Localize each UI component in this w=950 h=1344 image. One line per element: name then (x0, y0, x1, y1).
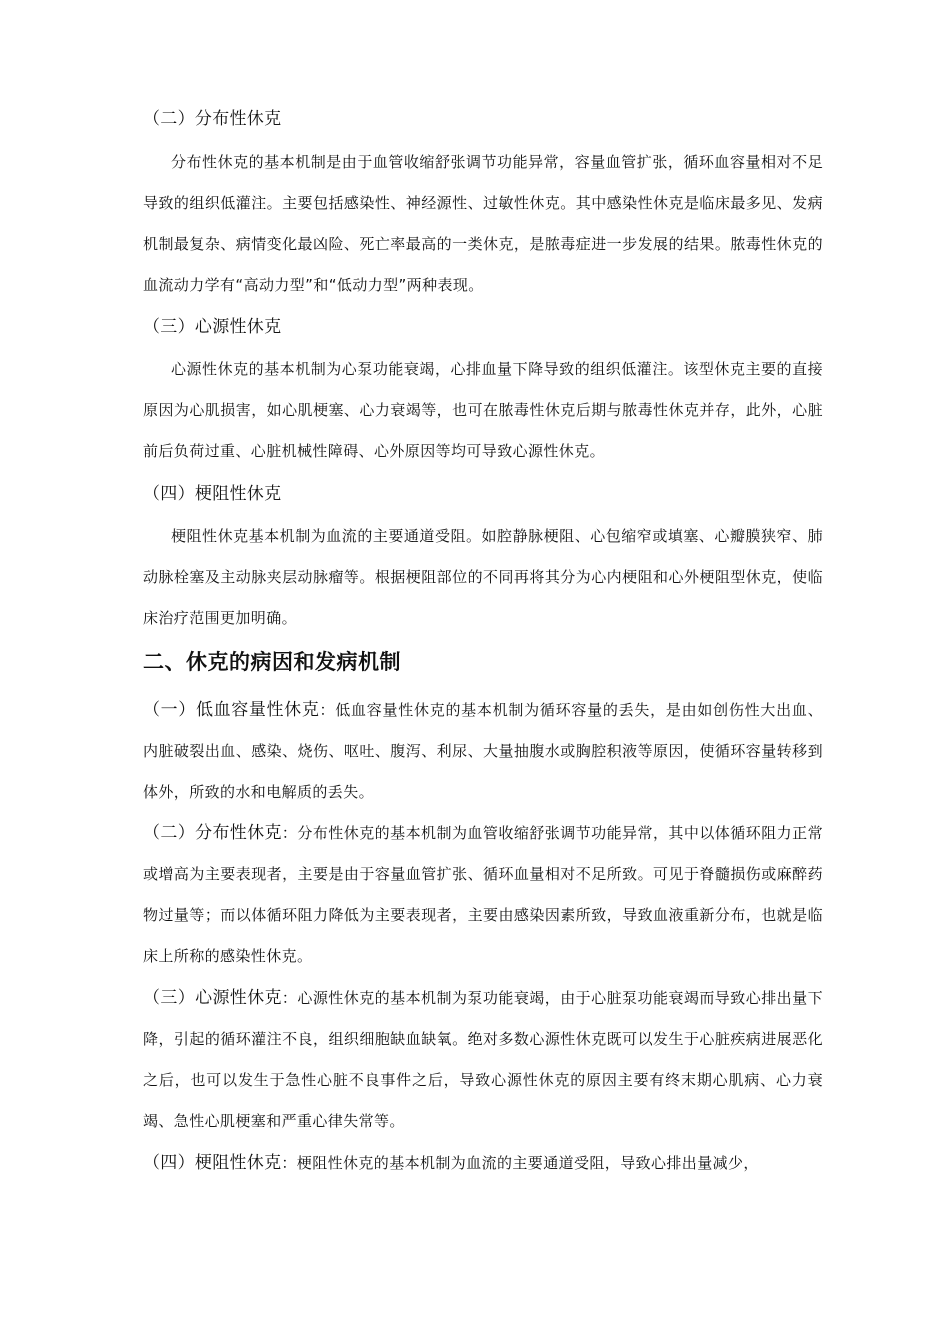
chapter-2-item-obstructive (143, 1143, 823, 1184)
inline-text: ：梗阻性休克的基本机制为血流的主要通道受阻，导致心排出量减少， (281, 1154, 759, 1172)
paragraph: 分布性休克的基本机制是由于血管收缩舒张调节功能异常，容量血管扩张，循环血容量相对不足导致的组织低灌注。主要包括感染性、神经源性、过敏性休克。其中感染性休克是临床最多见、发病机制最复杂、病情变化最凶险、死亡率最高的一类休克，是脓毒症进一步发展的结果。脓毒性休克的血流动力学有“高动力型”和“低动力型”两种表现。 (143, 153, 823, 294)
section-distributive (143, 107, 823, 131)
paragraph (143, 978, 823, 1142)
chapter-title: 二、休克的病因和发病机制 (143, 650, 401, 674)
inline-heading: （四）梗阻性休克 (143, 1153, 282, 1173)
section-heading: （四）梗阻性休克 (143, 484, 282, 504)
chapter-2-item-cardiogenic (143, 978, 823, 1142)
section-heading: （三）心源性休克 (143, 317, 282, 337)
section-cardiogenic-body (143, 349, 823, 472)
section-obstructive-body (143, 516, 823, 639)
paragraph: 心源性休克的基本机制为心泵功能衰竭，心排血量下降导致的组织低灌注。该型休克主要的直接原因为心肌损害，如心肌梗塞、心力衰竭等，也可在脓毒性休克后期与脓毒性休克并存，此外，心脏前后负荷过重、心脏机械性障碍、心外原因等均可导致心源性休克。 (143, 360, 823, 460)
inline-text: ：分布性休克的基本机制为血管收缩舒张调节功能异常，其中以体循环阻力正常或增高为主要表现者，主要是由于容量血管扩张、循环血量相对不足所致。可见于脊髓损伤或麻醉药物过量等；而以体循环阻力降低为主要表现者，主要由感染因素所致，导致血液重新分布，也就是临床上所称的感染性休克。 (143, 824, 823, 965)
section-distributive-body (143, 142, 823, 306)
inline-text: ：心源性休克的基本机制为泵功能衰竭，由于心脏泵功能衰竭而导致心排出量下降，引起的循环灌注不良，组织细胞缺血缺氧。绝对多数心源性休克既可以发生于心脏疾病进展恶化之后，也可以发生于急性心脏不良事件之后，导致心源性休克的原因主要有终末期心肌病、心力衰竭、急性心肌梗塞和严重心律失常等。 (143, 989, 823, 1130)
inline-heading: （一）低血容量性休克 (143, 700, 320, 720)
paragraph (143, 690, 823, 813)
section-cardiogenic (143, 315, 823, 339)
paragraph (143, 813, 823, 977)
section-heading: （二）分布性休克 (143, 109, 282, 129)
paragraph: 梗阻性休克基本机制为血流的主要通道受阻。如腔静脉梗阻、心包缩窄或填塞、心瓣膜狭窄、肺动脉栓塞及主动脉夹层动脉瘤等。根据梗阻部位的不同再将其分为心内梗阻和心外梗阻型休克，使临床治疗范围更加明确。 (143, 527, 823, 627)
inline-heading: （三）心源性休克 (143, 988, 282, 1008)
chapter-2 (143, 648, 823, 676)
chapter-2-item-hypovolemic (143, 690, 823, 813)
inline-heading: （二）分布性休克 (143, 823, 282, 843)
chapter-2-item-distributive (143, 813, 823, 977)
inline-text: ：低血容量性休克的基本机制为循环容量的丢失，是由如创伤性大出血、内脏破裂出血、感染、烧伤、呕吐、腹泻、利尿、大量抽腹水或胸腔积液等原因，使循环容量转移到体外，所致的水和电解质的丢失。 (143, 701, 823, 801)
paragraph (143, 1143, 823, 1184)
section-obstructive (143, 482, 823, 506)
